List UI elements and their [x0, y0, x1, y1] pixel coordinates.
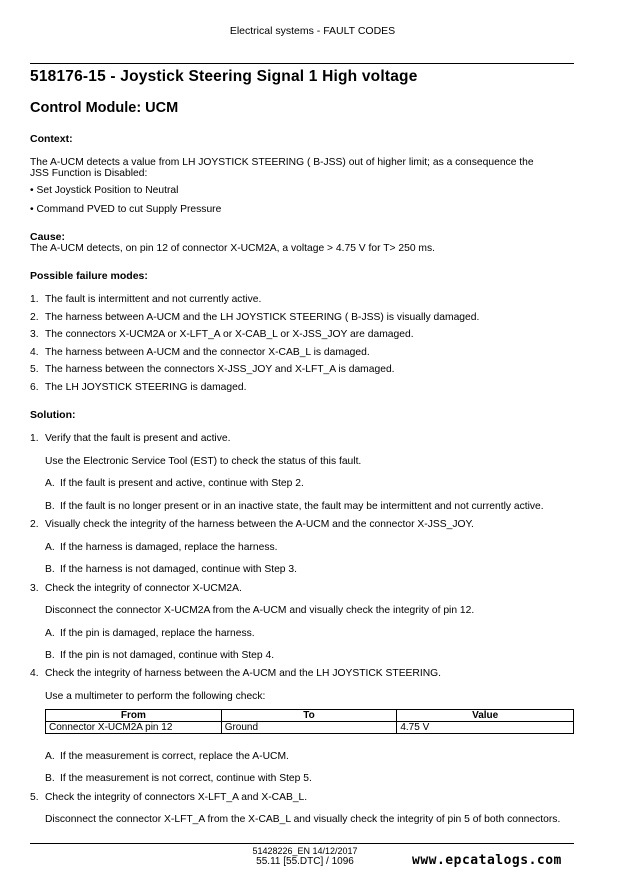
solution-step-2: 2. Visually check the integrity of the harness between the A-UCM and the connector X-JSS_JOY. [30, 519, 474, 530]
failure-mode-item: 2. The harness between A-UCM and the LH JOYSTICK STEERING ( B-JSS) is visually damaged. [30, 312, 480, 323]
failure-modes-heading: Possible failure modes: [30, 270, 148, 282]
failure-mode-item: 6. The LH JOYSTICK STEERING is damaged. [30, 382, 247, 393]
footer-page-number: 55.11 [55.DTC] / 1096 [256, 856, 354, 867]
cause-heading: Cause: [30, 231, 66, 243]
failure-mode-item: 1. The fault is intermittent and not currently active. [30, 294, 262, 305]
table-row [46, 722, 574, 734]
solution-step-4-option-b: B. If the measurement is not correct, continue with Step 5. [45, 773, 312, 784]
context-bullet-1: • Set Joystick Position to Neutral [30, 185, 179, 196]
page-title: 518176-15 - Joystick Steering Signal 1 High voltage [30, 68, 418, 85]
failure-mode-item: 3. The connectors X-UCM2A or X-LFT_A or X-CAB_L or X-JSS_JOY are damaged. [30, 329, 414, 340]
solution-step-4-detail: Use a multimeter to perform the following check: [45, 691, 266, 702]
table-header-row [46, 710, 574, 722]
footer-doc-id: 51428226_EN 14/12/2017 [252, 846, 358, 856]
solution-step-1: 1. Verify that the fault is present and active. [30, 433, 231, 444]
solution-step-2-option-b: B. If the harness is not damaged, continue with Step 3. [45, 564, 297, 575]
solution-step-3-option-a: A. If the pin is damaged, replace the harness. [45, 628, 255, 639]
solution-step-3-option-b: B. If the pin is not damaged, continue with Step 4. [45, 650, 275, 661]
page-header: Electrical systems - FAULT CODES [229, 25, 396, 37]
table-cell-value: 4.75 V [397, 722, 574, 734]
footer-website-watermark: www.epcatalogs.com [412, 853, 562, 868]
solution-step-2-option-a: A. If the harness is damaged, replace the harness. [45, 542, 278, 553]
check-table [45, 709, 574, 734]
solution-step-3-detail: Disconnect the connector X-UCM2A from the A-UCM and visually check the integrity of pin 12. [45, 605, 475, 616]
table-cell-to: Ground [221, 722, 397, 734]
table-header-from: From [46, 710, 222, 722]
table-header-value: Value [397, 710, 574, 722]
solution-heading: Solution: [30, 409, 76, 421]
solution-step-4-option-a: A. If the measurement is correct, replace the A-UCM. [45, 751, 289, 762]
solution-step-1-option-b: B. If the fault is no longer present or in an inactive state, the fault may be intermittent and not currently active. [45, 501, 544, 512]
context-bullet-2: • Command PVED to cut Supply Pressure [30, 204, 222, 215]
table-header-to: To [221, 710, 397, 722]
failure-mode-item: 5. The harness between the connectors X-JSS_JOY and X-LFT_A is damaged. [30, 364, 395, 375]
solution-step-5: 5. Check the integrity of connectors X-LFT_A and X-CAB_L. [30, 792, 308, 803]
cause-text: The A-UCM detects, on pin 12 of connector X-UCM2A, a voltage > 4.75 V for T> 250 ms. [30, 243, 436, 254]
table-cell-from: Connector X-UCM2A pin 12 [46, 722, 222, 734]
solution-step-3: 3. Check the integrity of connector X-UCM2A. [30, 583, 242, 594]
solution-step-1-option-a: A. If the fault is present and active, continue with Step 2. [45, 478, 304, 489]
context-text-line1: The A-UCM detects a value from LH JOYSTICK STEERING ( B-JSS) out of higher limit; as a consequence the [30, 157, 534, 168]
header-rule [30, 63, 574, 64]
solution-step-5-detail: Disconnect the connector X-LFT_A from the X-CAB_L and visually check the integrity of pin 5 of both connectors. [45, 814, 561, 825]
footer-rule [30, 843, 574, 844]
failure-mode-item: 4. The harness between A-UCM and the connector X-CAB_L is damaged. [30, 347, 370, 358]
context-text-line2: JSS Function is Disabled: [30, 168, 148, 179]
solution-step-1-detail: Use the Electronic Service Tool (EST) to check the status of this fault. [45, 456, 362, 467]
context-heading: Context: [30, 133, 73, 145]
solution-step-4: 4. Check the integrity of harness between the A-UCM and the LH JOYSTICK STEERING. [30, 668, 442, 679]
control-module-heading: Control Module: UCM [30, 100, 179, 116]
